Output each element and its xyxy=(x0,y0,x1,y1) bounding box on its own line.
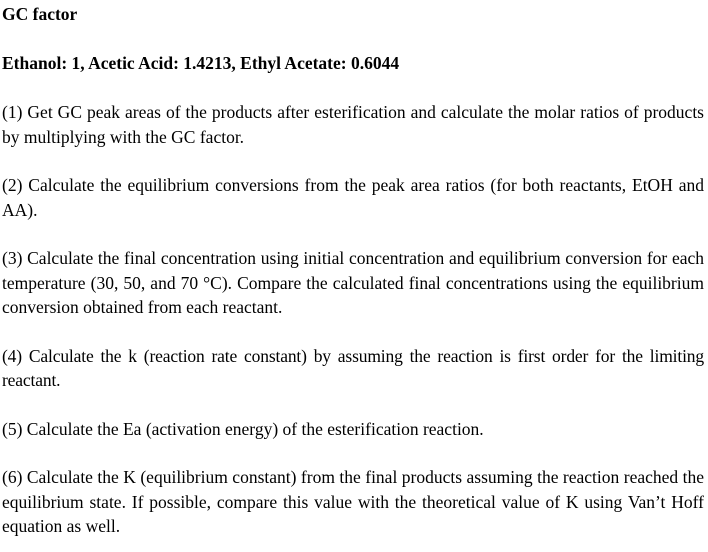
task-6: (6) Calculate the K (equilibrium constant) from the final products assuming the reaction reached the equilibrium state. If possible, compare this value with the theoretical value of K using Van’t Hoff equation as well. xyxy=(2,467,704,536)
gc-factor-values: Ethanol: 1, Acetic Acid: 1.4213, Ethyl Acetate: 0.6044 xyxy=(2,53,400,73)
task-2: (2) Calculate the equilibrium conversions from the peak area ratios (for both reactants, EtOH and AA). xyxy=(2,175,704,220)
task-3: (3) Calculate the final concentration using initial concentration and equilibrium conversion for each temperature (30, 50, and 70 °C). Compare the calculated final concentrations using the equilibrium conversion obtained from each reactant. xyxy=(2,248,704,317)
task-1: (1) Get GC peak areas of the products after esterification and calculate the molar ratios of products by multiplying with the GC factor. xyxy=(2,102,704,147)
task-4: (4) Calculate the k (reaction rate constant) by assuming the reaction is first order for the limiting reactant. xyxy=(2,345,704,390)
document-page xyxy=(0,2,708,552)
gc-factor-heading: GC factor xyxy=(2,4,78,24)
task-5: (5) Calculate the Ea (activation energy) of the esterification reaction. xyxy=(2,418,484,439)
